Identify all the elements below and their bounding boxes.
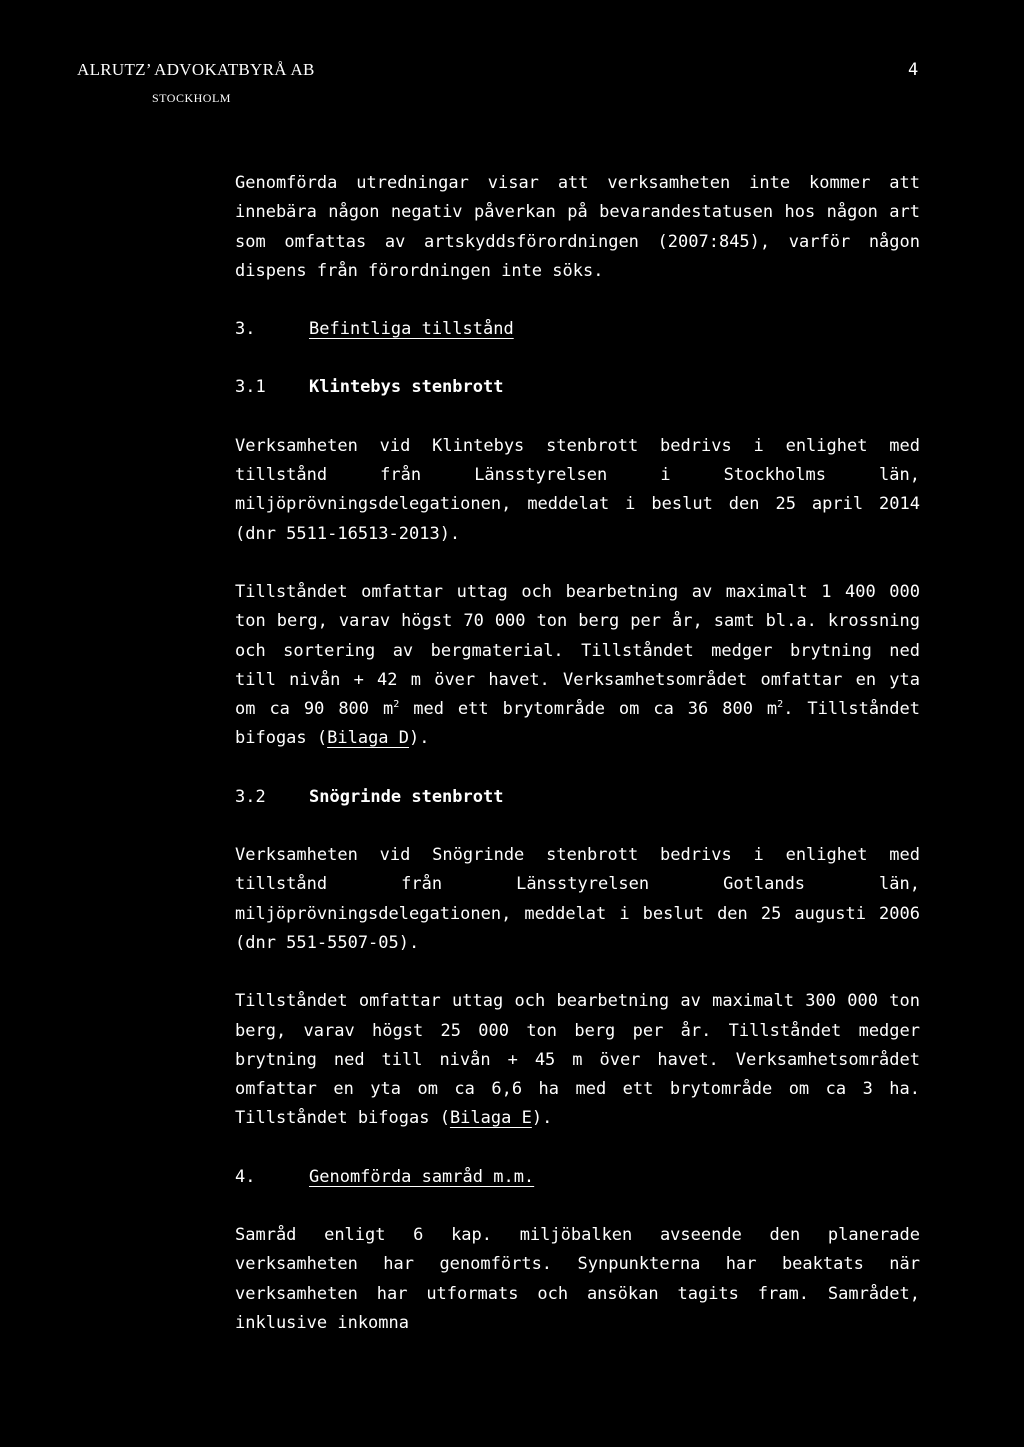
square-meter-superscript: 2 bbox=[393, 699, 400, 711]
section-3-2-paragraph-2 bbox=[235, 987, 920, 1133]
square-meter-superscript: 2 bbox=[777, 699, 784, 711]
law-firm-city: STOCKHOLM bbox=[152, 91, 231, 105]
section-4-title: Genomförda samråd m.m. bbox=[309, 1166, 535, 1187]
intro-paragraph: Genomförda utredningar visar att verksamheten inte kommer att innebära någon negativ påverkan på bevarandestatusen hos någon art som omfattas av artskyddsförordningen (2007:845), varför någon dispens från förordningen inte söks. bbox=[235, 173, 920, 281]
section-3-1-heading bbox=[235, 373, 920, 402]
section-3-1-text-close: ). bbox=[409, 728, 430, 749]
section-3-2-text-close: ). bbox=[531, 1108, 553, 1129]
section-3-2-paragraph-1: Verksamheten vid Snögrinde stenbrott bedrivs i enlighet med tillstånd från Länsstyrelsen Gotlands län, miljöprövningsdelegationen, meddelat i beslut den 25 augusti 2006 (dnr 551-5507-05). bbox=[235, 845, 920, 953]
section-3-2-text-main: Tillståndet omfattar uttag och bearbetning av maximalt 300 000 ton berg, varav högst 25 000 ton berg per år. Tillståndet medger brytning ned till nivån + 45 m över havet. Verksamhetsområdet omfattar en yta om ca 6,6 ha med ett brytområde om ca 3 ha. Tillståndet bifogas ( bbox=[235, 991, 920, 1129]
section-4-heading bbox=[235, 1163, 920, 1192]
section-4-paragraph-1: Samråd enligt 6 kap. miljöbalken avseende den planerade verksamheten har genomförts. Synpunkterna har beaktats när verksamheten har utformats och ansökan tagits fram. Samrådet, inklusive inkomna bbox=[235, 1225, 920, 1333]
section-3-1-title: Klintebys stenbrott bbox=[309, 377, 504, 398]
section-3-1-paragraph-1: Verksamheten vid Klintebys stenbrott bedrivs i enlighet med tillstånd från Länsstyrelsen i Stockholms län, miljöprövningsdelegationen, meddelat i beslut den 25 april 2014 (dnr 5511-16513-2013). bbox=[235, 435, 920, 544]
section-3-2-title: Snögrinde stenbrott bbox=[309, 786, 504, 807]
section-3-heading bbox=[235, 315, 920, 344]
page-number: 4 bbox=[908, 60, 919, 80]
section-3-1-paragraph-2 bbox=[235, 578, 920, 754]
section-3-1-text-end: . Tillståndet bifogas ( bbox=[235, 699, 920, 749]
section-4-number: 4. bbox=[235, 1166, 256, 1187]
section-3-1-text-main: Tillståndet omfattar uttag och bearbetning av maximalt 1 400 000 ton berg, varav högst 70 000 ton berg per år, samt bl.a. krossning och sortering av bergmaterial. Tillståndet medger brytning ned till nivån + 42 m över havet. Verksamhetsområdet omfattar en yta om ca 90 800 m bbox=[235, 581, 920, 720]
section-3-2-heading bbox=[235, 783, 920, 812]
section-3-1-text-mid: med ett brytområde om ca 36 800 m bbox=[399, 699, 778, 720]
section-3-2-number: 3.2 bbox=[235, 786, 266, 807]
attachment-bilaga-e: Bilaga E bbox=[449, 1108, 532, 1129]
law-firm-name: ALRUTZ’ ADVOKATBYRÅ AB bbox=[77, 60, 315, 79]
section-3-number: 3. bbox=[235, 319, 256, 340]
attachment-bilaga-d: Bilaga D bbox=[327, 728, 410, 749]
document-body bbox=[235, 169, 920, 1338]
section-3-1-number: 3.1 bbox=[235, 377, 266, 398]
section-3-title: Befintliga tillstånd bbox=[309, 319, 514, 340]
